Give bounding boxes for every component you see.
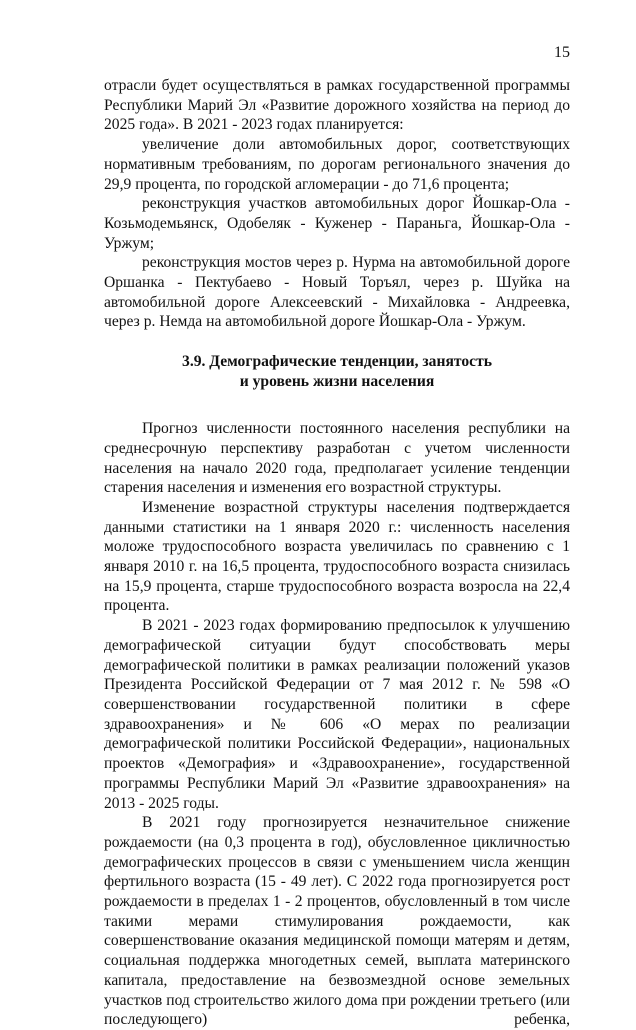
- body-paragraph: Изменение возрастной структуры населения подтверждается данными статистики на 1 января 2020 г.: численность населения моложе трудоспособного возраста увеличилась по сравнению с 1 января 2010 г. на 16,5 процента, трудоспособного возраста снизилась на 15,9 процента, старше трудоспособного возраста возросла на 22,4 процента.: [104, 498, 570, 615]
- intro-paragraph: реконструкция мостов через р. Нурма на автомобильной дороге Оршанка - Пектубаево - Новый Торъял, через р. Шуйка на автомобильной дороге Алексеевский - Михайловка - Андреевка, через р. Немда на автомобильной дороге Йошкар-Ола - Уржум.: [104, 254, 570, 331]
- document-body: [104, 76, 570, 1030]
- body-paragraph: В 2021 году прогнозируется незначительное снижение рождаемости (на 0,3 процента в год), обусловленное цикличностью демографических процессов в связи с уменьшением числа женщин фертильного возраста (15 - 49 лет). С 2022 года прогнозируется рост рождаемости в пределах 1 - 2 процентов, обусловленный в том числе такими мерами стимулирования рождаемости, как совершенствование оказания медицинской помощи матерям и детям, социальная поддержка многодетных семей, выплата материнского капитала, предоставление на безвозмездной основе земельных участков под строительство жилого дома при рождении третьего (или последующего) ребенка,: [104, 814, 570, 1029]
- intro-paragraph: реконструкция участков автомобильных дорог Йошкар-Ола - Козьмодемьянск, Одобеляк - Куженер - Параньга, Йошкар-Ола - Уржум;: [104, 195, 570, 252]
- intro-paragraph: увеличение доли автомобильных дорог, соответствующих нормативным требованиям, по дорогам регионального значения до 29,9 процента, по городской агломерации - до 71,6 процента;: [104, 136, 570, 193]
- intro-paragraph: отрасли будет осуществляться в рамках государственной программы Республики Марий Эл «Развитие дорожного хозяйства на период до 2025 года». В 2021 - 2023 годах планируется:: [104, 77, 570, 134]
- page-number: 15: [554, 44, 570, 61]
- body-paragraph: Прогноз численности постоянного населения республики на среднесрочную перспективу разработан с учетом численности населения на начало 2020 года, предполагает усиление тенденции старения населения и изменения его возрастной структуры.: [104, 420, 570, 497]
- body-paragraph: В 2021 - 2023 годах формированию предпосылок к улучшению демографической ситуации будут способствовать меры демографической политики в рамках реализации положений указов Президента Российской Федерации от 7 мая 2012 г. № 598 «О совершенствовании государственной политики в сфере здравоохранения» и № 606 «О мерах по реализации демографической политики Российской Федерации», национальных проектов «Демография» и «Здравоохранение», государственной программы Республики Марий Эл «Развитие здравоохранения» на 2013 - 2025 годы.: [104, 617, 570, 812]
- section-heading: [104, 352, 570, 392]
- section-title-line: 3.9. Демографические тенденции, занятость: [182, 353, 492, 371]
- section-title-line: и уровень жизни населения: [239, 373, 435, 391]
